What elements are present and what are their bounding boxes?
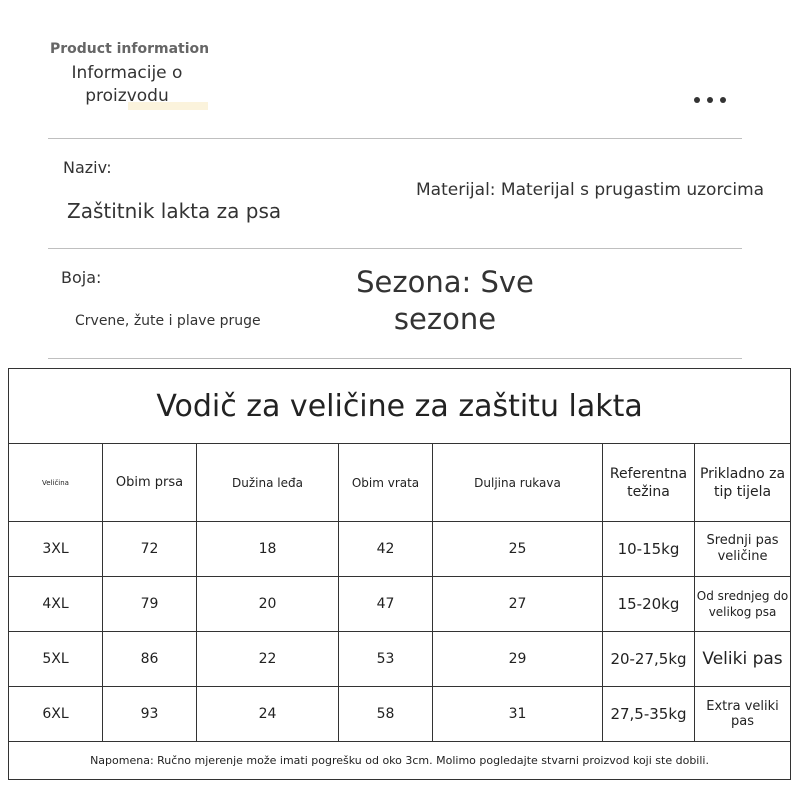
table-row <box>9 522 791 577</box>
table-row <box>9 632 791 687</box>
table-cell: 53 <box>339 632 433 687</box>
name-value: Zaštitnik lakta za psa <box>67 199 282 223</box>
header-cell: Referentna težina <box>603 444 695 522</box>
table-cell: 20-27,5kg <box>603 632 695 687</box>
divider <box>48 138 742 139</box>
table-cell: 58 <box>339 687 433 742</box>
header-cell: Prikladno za tip tijela <box>695 444 791 522</box>
table-cell: 29 <box>433 632 603 687</box>
color-label: Boja: <box>61 268 102 287</box>
table-cell: 27,5-35kg <box>603 687 695 742</box>
header-cell: Veličina <box>9 444 103 522</box>
table-cell: 3XL <box>9 522 103 577</box>
divider <box>48 248 742 249</box>
table-note: Napomena: Ručno mjerenje može imati pogrešku od oko 3cm. Molimo pogledajte stvarni proizvod koji ste dobili. <box>9 742 791 780</box>
table-title: Vodič za veličine za zaštitu lakta <box>9 369 791 444</box>
header-cell: Obim prsa <box>103 444 197 522</box>
section-title-en: Product information <box>50 41 210 57</box>
header-cell: Obim vrata <box>339 444 433 522</box>
table-cell: 86 <box>103 632 197 687</box>
table-cell: Srednji pas veličine <box>695 522 791 577</box>
table-cell: 47 <box>339 577 433 632</box>
name-label: Naziv: <box>63 158 112 177</box>
more-dots-icon[interactable] <box>694 97 726 103</box>
table-cell: 27 <box>433 577 603 632</box>
table-cell: 4XL <box>9 577 103 632</box>
table-cell: 24 <box>197 687 339 742</box>
table-row <box>9 687 791 742</box>
divider <box>48 358 742 359</box>
table-cell: Extra veliki pas <box>695 687 791 742</box>
season-text: Sezona: Sve sezone <box>356 265 534 336</box>
table-cell: 15-20kg <box>603 577 695 632</box>
table-cell: 6XL <box>9 687 103 742</box>
table-cell: Od srednjeg do velikog psa <box>695 577 791 632</box>
table-cell: 20 <box>197 577 339 632</box>
table-cell: 93 <box>103 687 197 742</box>
color-value: Crvene, žute i plave pruge <box>75 313 261 329</box>
table-header-row <box>9 444 791 522</box>
table-cell: 42 <box>339 522 433 577</box>
table-cell: 5XL <box>9 632 103 687</box>
table-cell: 10-15kg <box>603 522 695 577</box>
table-cell: 18 <box>197 522 339 577</box>
table-cell: 72 <box>103 522 197 577</box>
section-title: Informacije o proizvodu <box>71 63 183 106</box>
table-row <box>9 577 791 632</box>
table-cell: 79 <box>103 577 197 632</box>
table-cell: Veliki pas <box>695 632 791 687</box>
header-cell: Dužina leđa <box>197 444 339 522</box>
table-cell: 31 <box>433 687 603 742</box>
material-text: Materijal: Materijal s prugastim uzorcima <box>416 180 765 200</box>
table-cell: 25 <box>433 522 603 577</box>
header-cell: Duljina rukava <box>433 444 603 522</box>
size-table <box>8 368 791 780</box>
table-cell: 22 <box>197 632 339 687</box>
